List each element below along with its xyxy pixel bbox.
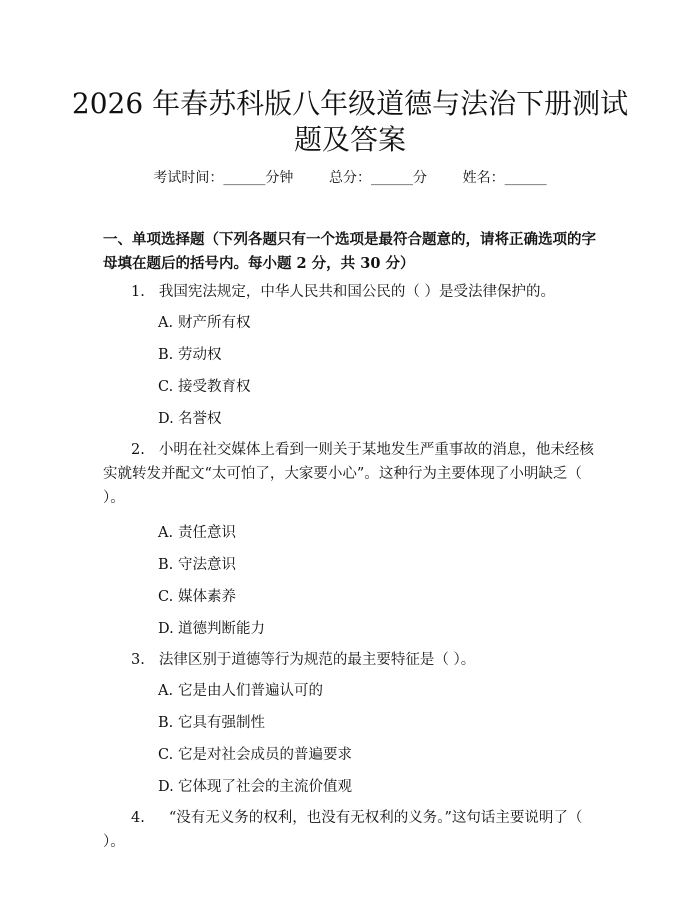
section-heading: 一、单项选择题（下列各题只有一个选项是最符合题意的，请将正确选项的字母填在题后的括号内。每小题 2 分，共 30 分） — [103, 231, 596, 272]
question-1-option-c — [158, 376, 251, 398]
option-letter: D. — [158, 779, 174, 795]
option-letter: A. — [158, 683, 174, 699]
option-letter: B. — [158, 347, 174, 363]
option-text: 媒体素养 — [178, 589, 236, 605]
time-blank: ______ — [223, 170, 266, 186]
option-letter: A. — [158, 315, 174, 331]
option-text: 责任意识 — [178, 525, 236, 541]
question-stem: 法律区别于道德等行为规范的最主要特征是（ ）。 — [158, 652, 476, 668]
question-number: 3. — [131, 652, 145, 668]
time-unit: 分钟 — [265, 170, 294, 186]
question-2-option-a — [158, 522, 236, 544]
question-3-option-c — [158, 744, 352, 766]
question-3-option-d — [158, 776, 352, 798]
question-stem: “没有无义务的权利，也没有无权利的义务。”这句话主要说明了（ ）。 — [103, 810, 583, 850]
question-4 — [103, 806, 603, 854]
name-blank: ______ — [504, 170, 547, 186]
question-stem: 小明在社交媒体上看到一则关于某地发生严重事故的消息，他未经核实就转发并配文“太可怕了，大家要小心”。这种行为主要体现了小明缺乏（ ）。 — [103, 442, 594, 506]
question-3-option-b — [158, 712, 265, 734]
option-text: 它是对社会成员的普遍要求 — [178, 747, 352, 763]
score-blank: ______ — [371, 170, 413, 186]
document-title-line-2: 题及答案 — [293, 123, 406, 156]
question-stem: 我国宪法规定，中华人民共和国公民的（ ）是受法律保护的。 — [158, 284, 555, 300]
option-text: 名誉权 — [178, 411, 222, 427]
option-letter: C. — [158, 589, 174, 605]
time-label: 考试时间： — [153, 170, 224, 186]
score-label: 总分： — [329, 170, 371, 186]
option-letter: C. — [158, 747, 174, 763]
document-title-line-1: 2026 年春苏科版八年级道德与法治下册测试 — [71, 87, 629, 120]
option-letter: A. — [158, 525, 174, 541]
score-unit: 分 — [413, 170, 427, 186]
option-text: 道德判断能力 — [178, 621, 265, 637]
option-letter: D. — [158, 621, 174, 637]
question-3-option-a — [158, 680, 323, 702]
option-text: 它具有强制性 — [178, 715, 265, 731]
question-number: 1. — [131, 284, 145, 300]
question-2-option-c — [158, 586, 236, 608]
option-text: 它体现了社会的主流价值观 — [178, 779, 352, 795]
question-3 — [103, 648, 603, 672]
option-letter: B. — [158, 715, 174, 731]
question-1-option-b — [158, 344, 222, 366]
option-letter: B. — [158, 557, 174, 573]
question-2 — [103, 438, 603, 510]
question-2-option-b — [158, 554, 236, 576]
option-text: 接受教育权 — [178, 379, 251, 395]
question-1 — [103, 280, 603, 304]
question-1-option-a — [158, 312, 251, 334]
option-text: 财产所有权 — [178, 315, 251, 331]
option-letter: C. — [158, 379, 174, 395]
question-2-option-d — [158, 618, 265, 640]
option-text: 劳动权 — [178, 347, 222, 363]
question-number: 4. — [131, 810, 145, 826]
exam-info-line — [0, 168, 700, 188]
question-number: 2. — [131, 442, 145, 458]
option-letter: D. — [158, 411, 174, 427]
name-label: 姓名： — [462, 170, 505, 186]
option-text: 它是由人们普遍认可的 — [178, 683, 323, 699]
question-1-option-d — [158, 408, 222, 430]
option-text: 守法意识 — [178, 557, 236, 573]
